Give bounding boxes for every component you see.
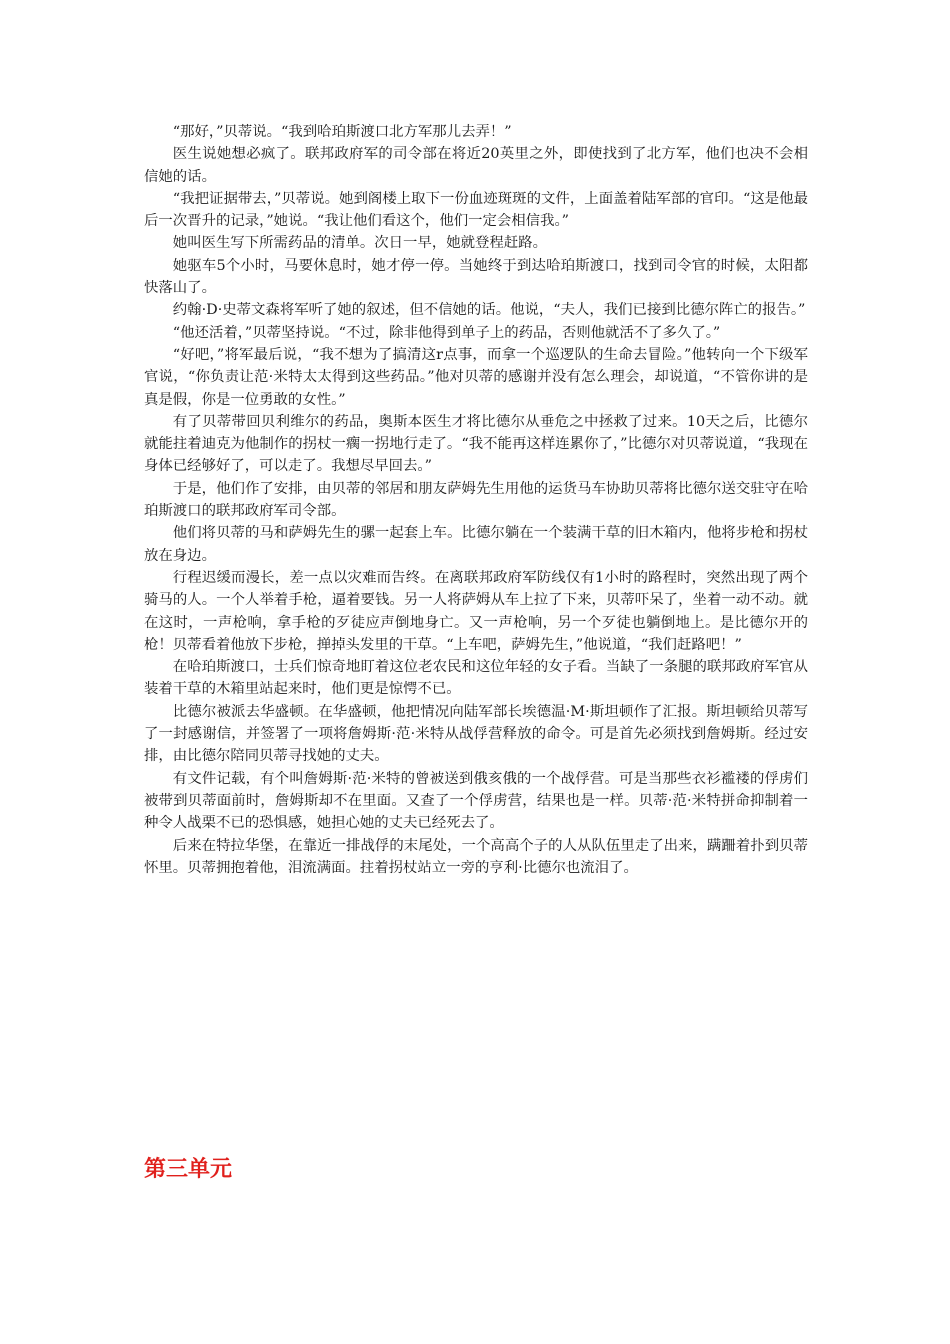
paragraph-3: “我把证据带去，”贝蒂说。她到阁楼上取下一份血迹斑斑的文件，上面盖着陆军部的官印。“这是他最后一次晋升的记录，”她说。“我让他们看这个，他们一定会相信我。” [144, 190, 808, 230]
paragraph-11: 他们将贝蒂的马和萨姆先生的骡一起套上车。比德尔躺在一个装满干草的旧木箱内，他将步枪和拐杖放在身边。 [144, 525, 808, 564]
paragraph-9: 有了贝蒂带回贝利维尔的药品，奥斯本医生才将比德尔从垂危之中拯救了过来。10天之后，比德尔就能拄着迪克为他制作的拐杖一瘸一拐地行走了。“我不能再这样连累你了，”比德尔对贝蒂说道，“我现在身体已经够好了，可以走了。我想尽早回去。” [144, 413, 808, 475]
paragraph-5: 她驱车5个小时，马要休息时，她才停一停。当她终于到达哈珀斯渡口，找到司令官的时候，太阳都快落山了。 [144, 257, 808, 297]
paragraph-2: 医生说她想必疯了。联邦政府军的司令部在将近20英里之外，即使找到了北方军，他们也决不会相信她的话。 [144, 146, 808, 185]
paragraph-14: 比德尔被派去华盛顿。在华盛顿，他把情况向陆军部长埃德温·M·斯坦顿作了汇报。斯坦顿给贝蒂写了一封感谢信，并签署了一项将詹姆斯·范·米特从战俘营释放的命令。可是首先必须找到詹姆斯。经过安排，由比德尔陪同贝蒂寻找她的丈夫。 [144, 703, 808, 765]
paragraph-1: “那好，”贝蒂说。“我到哈珀斯渡口北方军那儿去弄！” [172, 124, 512, 140]
paragraph-7: “他还活着，”贝蒂坚持说。“不过，除非他得到单子上的药品，否则他就活不了多久了。” [172, 324, 721, 341]
paragraph-16: 后来在特拉华堡，在靠近一排战俘的末尾处，一个高高个子的人从队伍里走了出来，蹒跚着扑到贝蒂怀里。贝蒂拥抱着他，泪流满面。拄着拐杖站立一旁的亨利·比德尔也流泪了。 [144, 837, 808, 876]
story-text [144, 121, 808, 879]
paragraph-4: 她叫医生写下所需药品的清单。次日一早，她就登程赶路。 [172, 235, 547, 252]
paragraph-13: 在哈珀斯渡口，士兵们惊奇地盯着这位老农民和这位年轻的女子看。当缺了一条腿的联邦政府军官从装着干草的木箱里站起来时，他们更是惊愕不已。 [144, 659, 808, 698]
paragraph-8: “好吧，”将军最后说，“我不想为了搞清这r点事，而拿一个巡逻队的生命去冒险。”他转向一个下级军官说，“你负责让范·米特太太得到这些药品。”他对贝蒂的感谢并没有怎么理会，却说道，“不管你讲的是真是假，你是一位勇敢的女性。” [144, 346, 808, 408]
section-heading: 第三单元 [144, 1157, 233, 1182]
paragraph-12: 行程迟缓而漫长，差一点以灾难而告终。在离联邦政府军防线仅有1小时的路程时，突然出现了两个骑马的人。一个人举着手枪，逼着要钱。另一人将萨姆从车上拉了下来，贝蒂吓呆了，坐着一动不动。就在这时，一声枪响，拿手枪的歹徒应声倒地身亡。又一声枪响，另一个歹徒也躺倒地上。是比德尔开的枪！贝蒂看着他放下步枪，掸掉头发里的干草。“上车吧，萨姆先生，”他说道，“我们赶路吧！” [144, 569, 808, 653]
paragraph-6: 约翰·D·史蒂文森将军听了她的叙述，但不信她的话。他说，“夫人，我们已接到比德尔阵亡的报告。” [172, 302, 806, 319]
paragraph-10: 于是，他们作了安排，由贝蒂的邻居和朋友萨姆先生用他的运货马车协助贝蒂将比德尔送交驻守在哈珀斯渡口的联邦政府军司令部。 [144, 480, 808, 520]
paragraph-15: 有文件记载，有个叫詹姆斯·范·米特的曾被送到俄亥俄的一个战俘营。可是当那些衣衫褴褛的俘虏们被带到贝蒂面前时，詹姆斯却不在里面。又查了一个俘虏营，结果也是一样。贝蒂·范·米特拼命抑制着一种令人战栗不已的恐惧感，她担心她的丈夫已经死去了。 [144, 770, 808, 832]
